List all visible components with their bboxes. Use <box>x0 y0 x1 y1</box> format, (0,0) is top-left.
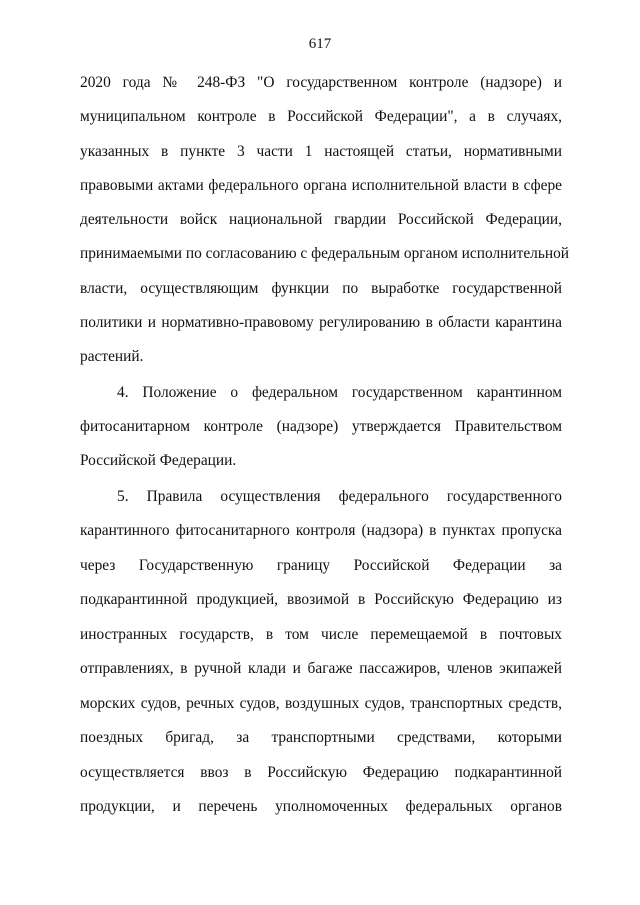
text-line: муниципальном контроле в Российской Федерации", а в случаях, <box>80 108 562 125</box>
page-number: 617 <box>308 36 332 52</box>
text-line: растений. <box>80 348 144 365</box>
text-line: 2020 года № 248-ФЗ "О государственном контроле (надзоре) и <box>80 74 562 91</box>
paragraph-4-start: 4. Положение о федеральном государственном карантинном <box>117 384 562 401</box>
text-line: политики и нормативно-правовому регулированию в области карантина <box>80 314 562 331</box>
text-line: подкарантинной продукцией, ввозимой в Российскую Федерацию из <box>80 591 562 608</box>
text-line: указанных в пункте 3 части 1 настоящей статьи, нормативными <box>80 143 562 160</box>
text-line: Российской Федерации. <box>80 452 237 469</box>
text-line: продукции, и перечень уполномоченных федеральных органов <box>80 798 562 815</box>
text-line: отправлениях, в ручной клади и багаже пассажиров, членов экипажей <box>80 660 562 677</box>
text-line: иностранных государств, в том числе перемещаемой в почтовых <box>80 626 562 643</box>
text-line: карантинного фитосанитарного контроля (надзора) в пунктах пропуска <box>80 522 562 539</box>
text-line: осуществляется ввоз в Российскую Федерацию подкарантинной <box>80 764 562 781</box>
text-line: власти, осуществляющим функции по выработке государственной <box>80 280 562 297</box>
text-line: морских судов, речных судов, воздушных судов, транспортных средств, <box>80 695 562 712</box>
text-line: через Государственную границу Российской Федерации за <box>80 557 562 574</box>
text-line: фитосанитарном контроле (надзоре) утверждается Правительством <box>80 418 562 435</box>
text-line: деятельности войск национальной гвардии Российской Федерации, <box>80 211 562 228</box>
text-line: поездных бригад, за транспортными средствами, которыми <box>80 729 562 746</box>
text-line: принимаемыми по согласованию с федеральным органом исполнительной <box>80 245 570 262</box>
paragraph-5-start: 5. Правила осуществления федерального государственного <box>117 488 562 505</box>
text-line: правовыми актами федерального органа исполнительной власти в сфере <box>80 177 562 194</box>
